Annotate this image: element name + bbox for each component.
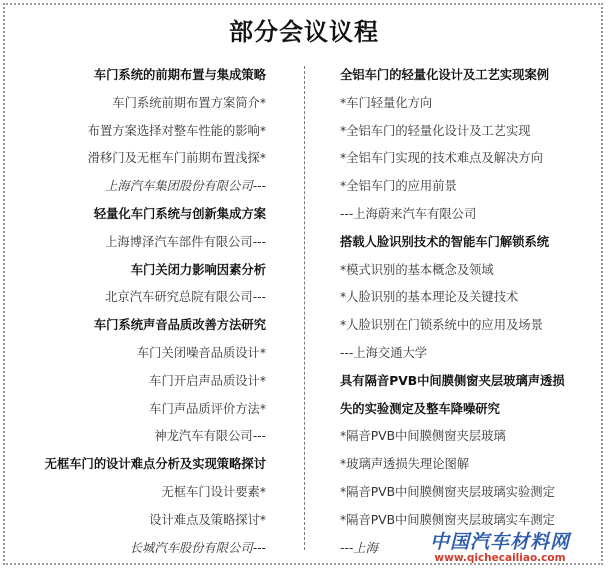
agenda-row: 车门关闭力影响因素分析 <box>130 262 266 277</box>
agenda-row: ---上海蔚来汽车有限公司 <box>340 206 477 221</box>
site-watermark <box>400 527 600 564</box>
agenda-row: 车门系统前期布置方案简介* <box>112 95 266 110</box>
agenda-row: 轻量化车门系统与创新集成方案 <box>93 206 266 221</box>
column-divider <box>304 66 305 550</box>
agenda-row: 具有隔音PVB中间膜侧窗夹层玻璃声透损 <box>340 373 565 388</box>
agenda-row: 滑移门及无框车门前期布置浅探* <box>87 151 266 166</box>
right-column <box>340 62 592 562</box>
agenda-row: 布置方案选择对整车性能的影响* <box>87 123 266 138</box>
agenda-row: ---上海 <box>340 540 378 555</box>
agenda-row: *隔音PVB中间膜侧窗夹层玻璃 <box>340 429 506 444</box>
left-column <box>12 62 266 562</box>
agenda-row: 搭载人脸识别技术的智能车门解锁系统 <box>340 234 550 249</box>
agenda-row: *车门轻量化方向 <box>340 95 433 110</box>
agenda-row: *人脸识别在门锁系统中的应用及场景 <box>340 318 543 333</box>
agenda-row: 失的实验测定及整车降噪研究 <box>340 401 500 416</box>
agenda-row: 上海博泽汽车部件有限公司--- <box>105 234 266 249</box>
agenda-row: 上海汽车集团股份有限公司--- <box>105 179 266 194</box>
agenda-row: *全铝车门实现的技术难点及解决方向 <box>340 151 543 166</box>
agenda-row: *全铝车门的轻量化设计及工艺实现 <box>340 123 531 138</box>
agenda-row: 神龙汽车有限公司--- <box>154 429 266 444</box>
watermark-logo-text: 中国汽车材料网 <box>429 531 570 553</box>
agenda-row: *模式识别的基本概念及领域 <box>340 262 494 277</box>
agenda-row: *隔音PVB中间膜侧窗夹层玻璃实车测定 <box>340 512 555 527</box>
agenda-row: 无框车门的设计难点分析及实现策略探讨 <box>44 457 266 472</box>
agenda-row: 车门关闭噪音品质设计* <box>136 345 266 360</box>
agenda-row: 全铝车门的轻量化设计及工艺实现案例 <box>340 68 550 82</box>
agenda-row: 设计难点及策略探讨* <box>149 512 266 527</box>
agenda-row: 无框车门设计要素* <box>161 484 266 499</box>
page-title: 部分会议议程 <box>229 18 379 46</box>
agenda-row: 长城汽车股份有限公司--- <box>129 540 266 555</box>
agenda-row: 车门声品质评价方法* <box>149 401 266 416</box>
agenda-row: 车门系统的前期布置与集成策略 <box>93 68 266 82</box>
agenda-row: *隔音PVB中间膜侧窗夹层玻璃实验测定 <box>340 484 555 499</box>
agenda-row: *全铝车门的应用前景 <box>340 179 457 194</box>
agenda-row: 车门系统声音品质改善方法研究 <box>93 318 266 333</box>
agenda-row: ---上海交通大学 <box>340 345 428 360</box>
agenda-row: *人脸识别的基本理论及关键技术 <box>340 290 519 305</box>
agenda-row: 车门开启声品质设计* <box>149 373 266 388</box>
agenda-row: *玻璃声透损失理论图解 <box>340 457 470 472</box>
watermark-url: www.qichecailiao.com <box>434 552 566 564</box>
agenda-row: 北京汽车研究总院有限公司--- <box>105 290 266 305</box>
